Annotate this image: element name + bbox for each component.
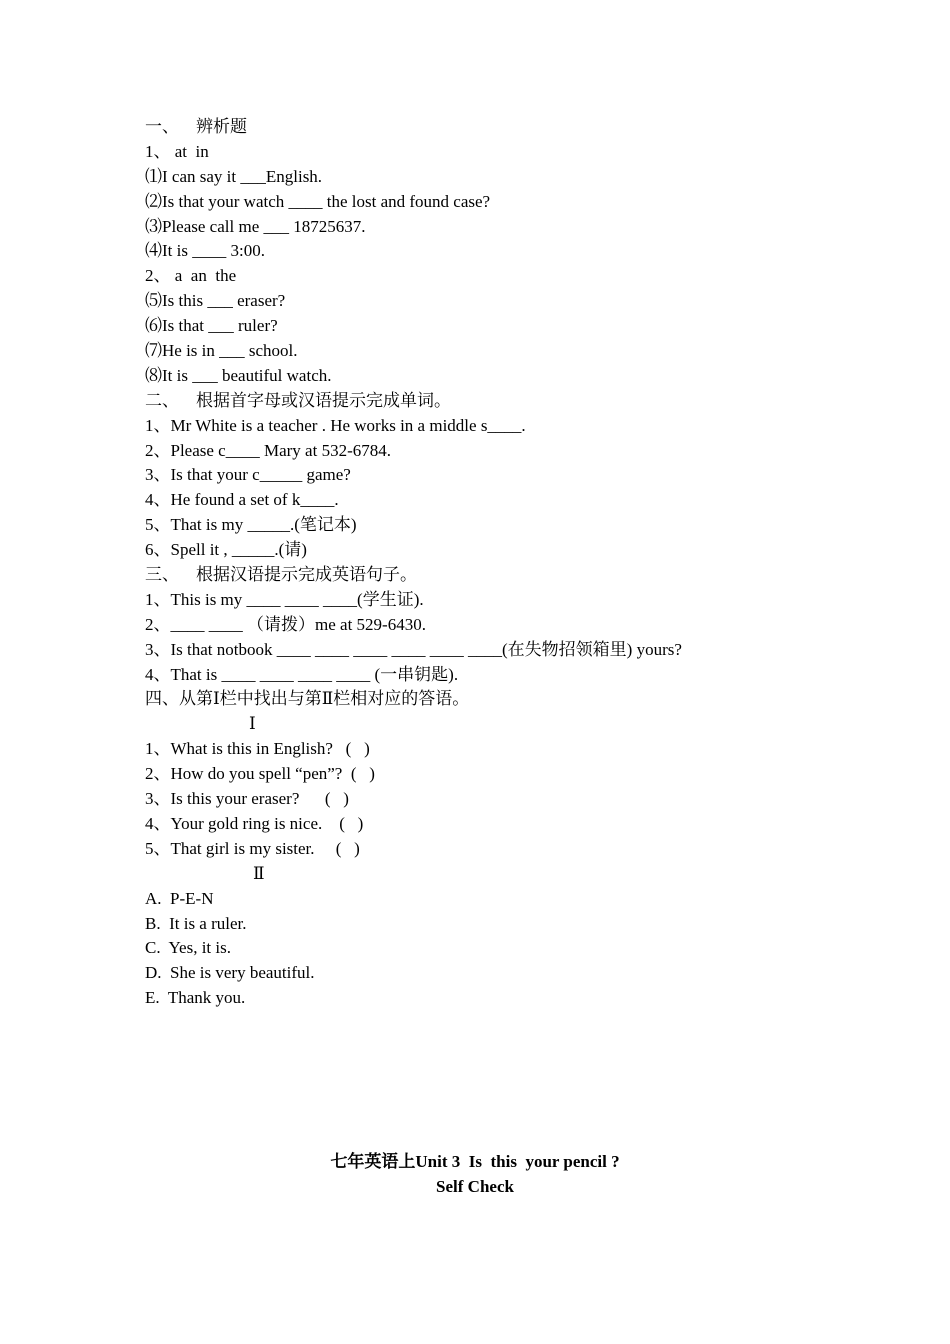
column-1-item-3: 3、Is this your eraser? ( ): [145, 789, 349, 809]
column-2-item-e: E. Thank you.: [145, 988, 246, 1008]
unit-subtitle: Self Check: [436, 1176, 514, 1196]
section1-item-5: ⑸Is this ___ eraser?: [145, 291, 286, 311]
unit-title: 七年英语上Unit 3 Is this your pencil ?: [330, 1152, 620, 1171]
section1-group1-words: 1、 at in: [145, 141, 209, 161]
section1-item-4: ⑷It is ____ 3:00.: [145, 241, 265, 261]
column-1-item-5: 5、That girl is my sister. ( ): [145, 838, 360, 858]
section2-item-3: 3、Is that your c_____ game?: [145, 465, 351, 485]
column-1-item-2: 2、How do you spell “pen”? ( ): [145, 764, 375, 784]
section2-item-1: 1、Mr White is a teacher . He works in a middle s____.: [145, 415, 526, 435]
section3-item-1: 1、This is my ____ ____ ____(学生证).: [145, 589, 424, 609]
worksheet-body: [145, 115, 845, 1011]
section3-title: 三、 根据汉语提示完成英语句子。: [145, 565, 417, 585]
column-2-item-a: A. P-E-N: [145, 888, 214, 908]
section2-item-2: 2、Please c____ Mary at 532-6784.: [145, 440, 391, 460]
section3-item-3: 3、Is that notbook ____ ____ ____ ____ ____ ____(在失物招领箱里) yours?: [145, 639, 682, 659]
column-2-label: Ⅱ: [253, 863, 265, 883]
section2-item-6: 6、Spell it , _____.(请): [145, 540, 307, 560]
column-2-item-d: D. She is very beautiful.: [145, 963, 315, 983]
section4-title: 四、从第Ⅰ栏中找出与第Ⅱ栏相对应的答语。: [145, 689, 470, 709]
column-1-item-1: 1、What is this in English? ( ): [145, 739, 370, 759]
column-1-item-4: 4、Your gold ring is nice. ( ): [145, 813, 364, 833]
section3-item-4: 4、That is ____ ____ ____ ____ (一串钥匙).: [145, 664, 459, 684]
section1-item-7: ⑺He is in ___ school.: [145, 341, 298, 361]
section2-item-4: 4、He found a set of k____.: [145, 490, 339, 510]
section3-item-2: 2、____ ____ （请拨）me at 529-6430.: [145, 614, 426, 634]
section1-item-3: ⑶Please call me ___ 18725637.: [145, 216, 366, 236]
section1-item-8: ⑻It is ___ beautiful watch.: [145, 365, 332, 385]
section1-group2-words: 2、 a an the: [145, 266, 237, 286]
section1-item-1: ⑴I can say it ___English.: [145, 166, 323, 186]
section2-item-5: 5、That is my _____.(笔记本): [145, 515, 357, 535]
column-2-item-b: B. It is a ruler.: [145, 913, 247, 933]
column-2-item-c: C. Yes, it is.: [145, 938, 231, 958]
section1-title: 一、 辨析题: [145, 117, 247, 136]
unit-heading: [0, 1150, 950, 1200]
section1-item-2: ⑵Is that your watch ____ the lost and found case?: [145, 191, 491, 211]
column-1-label: Ⅰ: [249, 714, 256, 734]
section1-item-6: ⑹Is that ___ ruler?: [145, 316, 278, 336]
section2-title: 二、 根据首字母或汉语提示完成单词。: [145, 390, 451, 410]
